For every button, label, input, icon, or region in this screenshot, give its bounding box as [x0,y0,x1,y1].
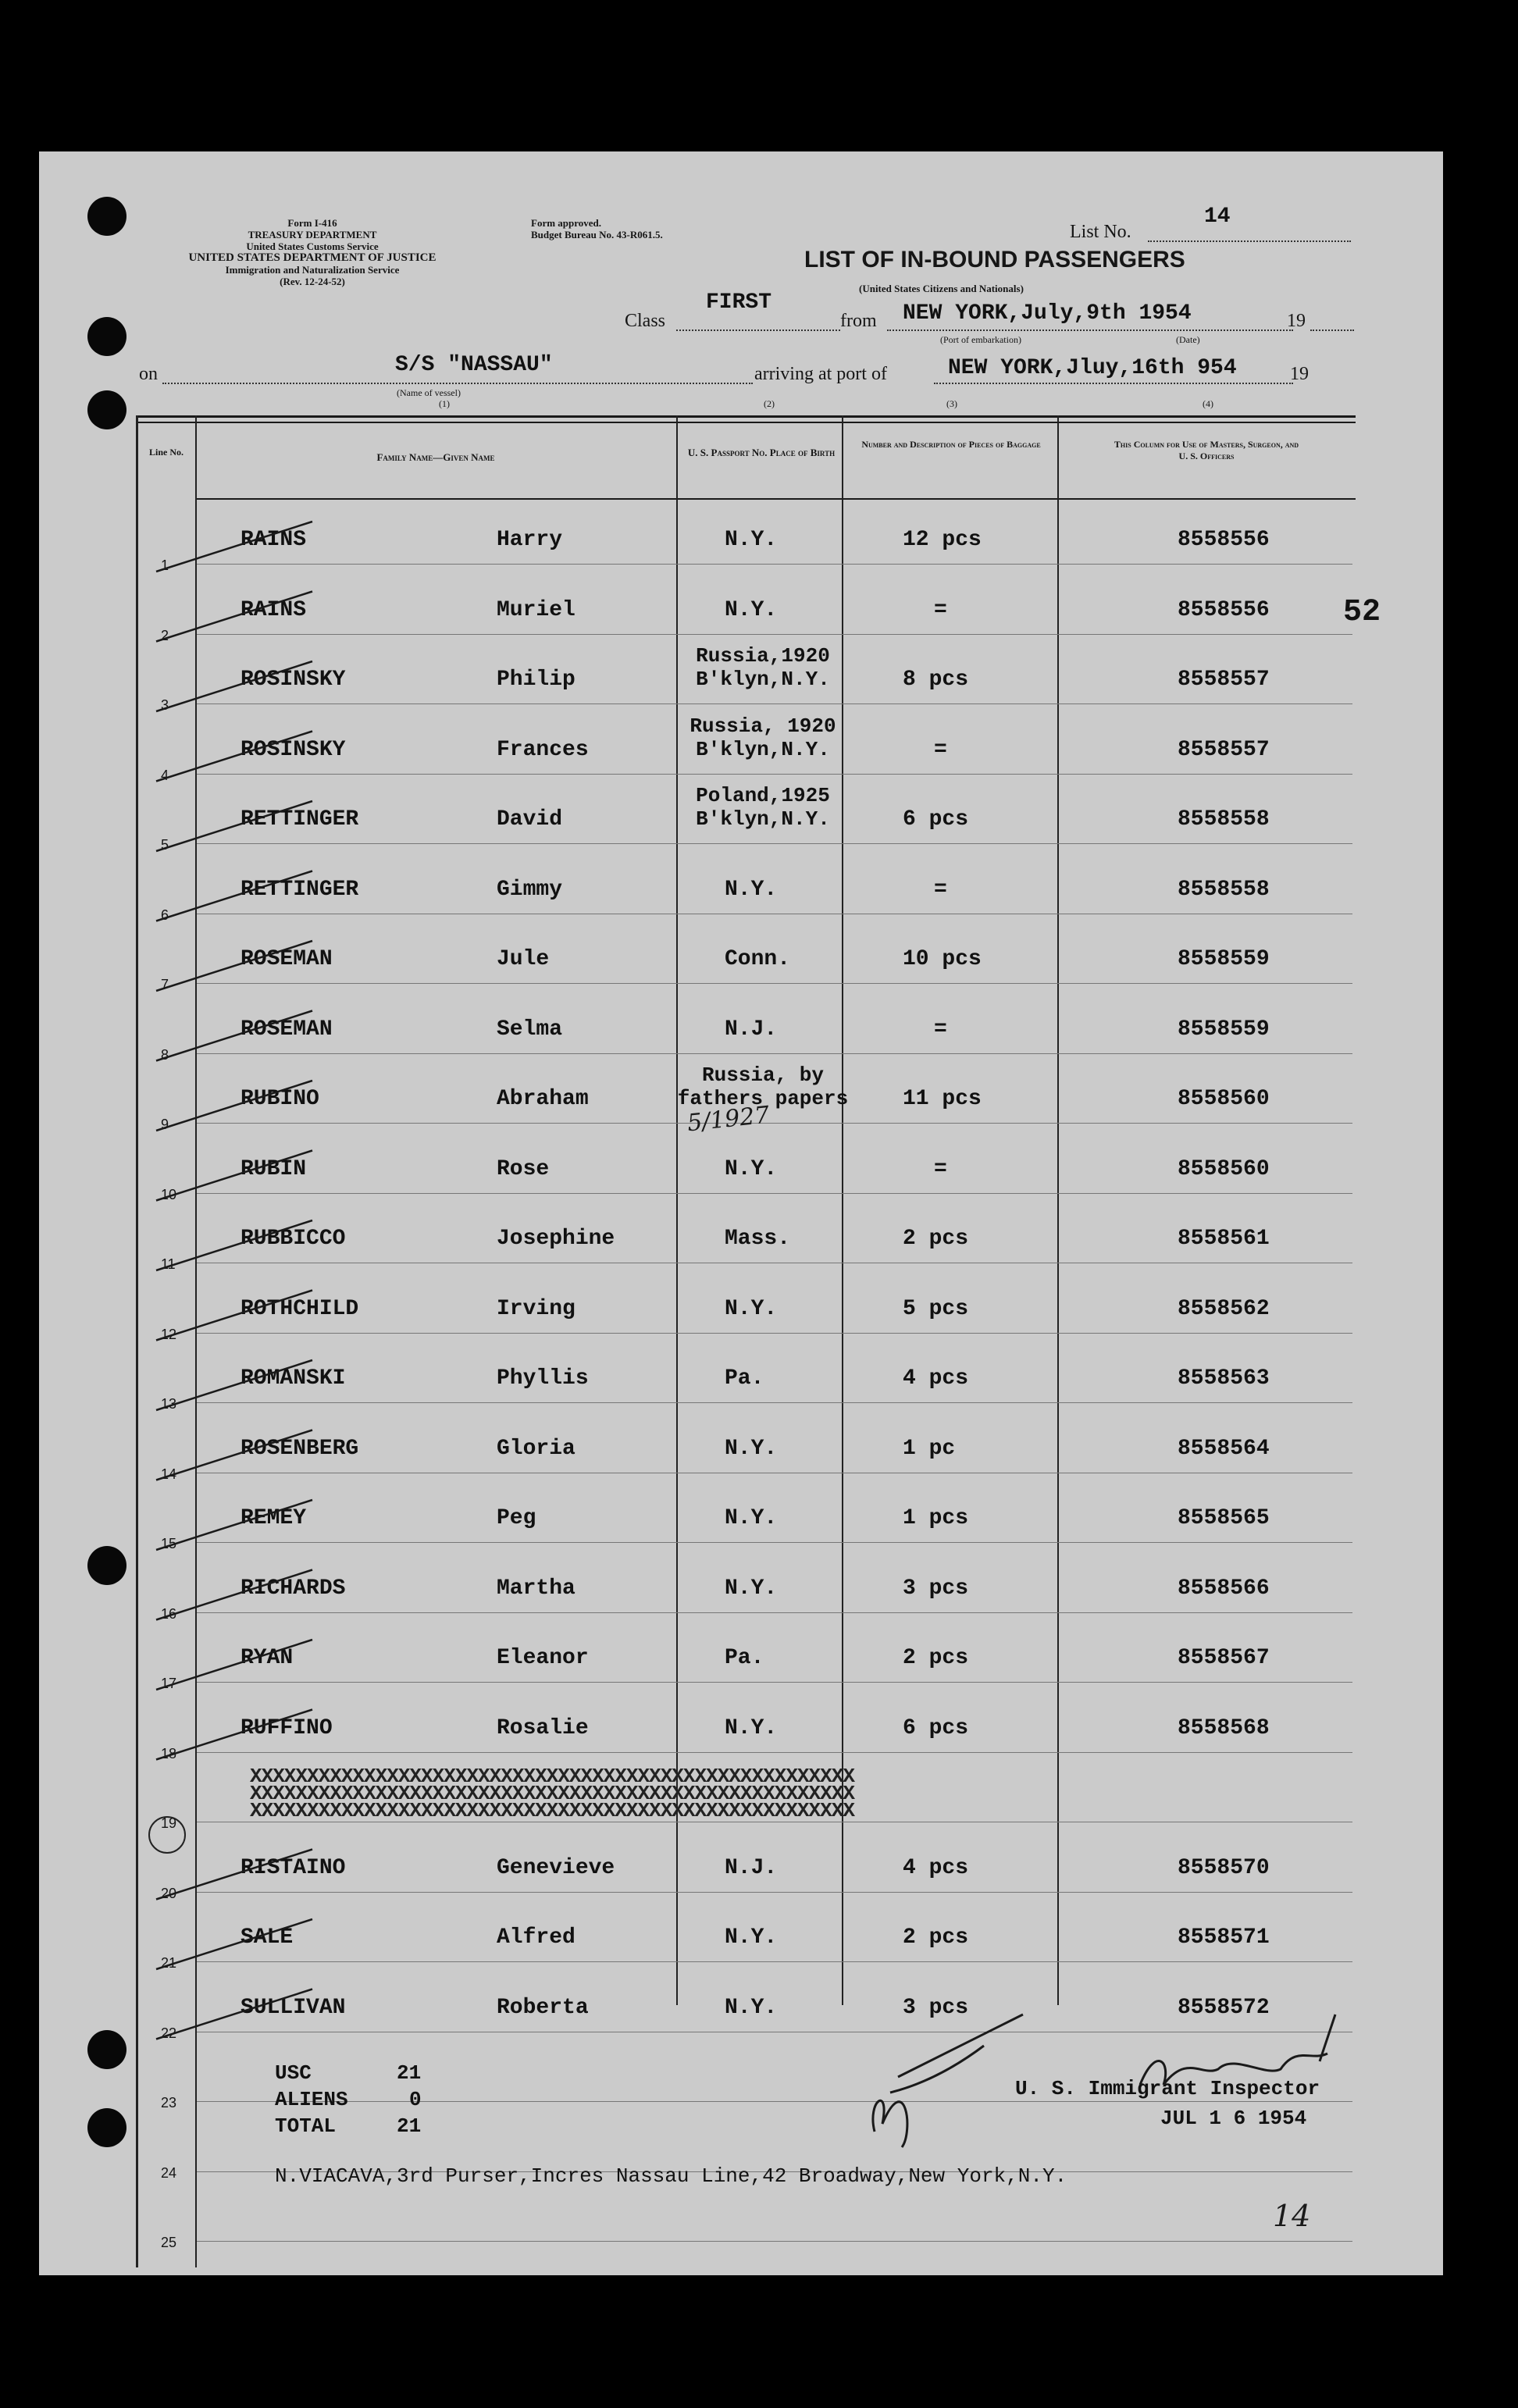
line-number: 8 [161,1046,169,1063]
baggage: 12 pcs [903,528,982,552]
check-slash [156,661,312,711]
on-label: on [139,364,158,384]
header-officers: This Column for Use of Masters, Surgeon, and U. S. Officers [1114,439,1299,461]
baggage: 2 pcs [903,1646,969,1670]
col-num-3: (3) [946,398,957,409]
baggage: 10 pcs [903,947,982,971]
arriving-year: 19 [1290,364,1309,384]
ins-label: Immigration and Naturalization Service [225,264,400,276]
officer-number: 8558558 [1178,807,1270,832]
officer-number: 8558561 [1178,1227,1270,1251]
line-number: 13 [161,1396,177,1412]
officer-number: 8558568 [1178,1715,1270,1740]
place-of-birth: N.J. [725,1017,778,1042]
baggage: = [934,597,947,622]
baggage: 6 pcs [903,807,969,832]
officer-number: 8558572 [1178,1995,1270,2020]
given-name: Irving [497,1296,575,1321]
given-name: Eleanor [497,1646,589,1670]
officer-number: 8558562 [1178,1296,1270,1321]
place-of-birth: N.Y. [725,877,778,902]
signatures [859,1999,1406,2155]
officer-number: 8558566 [1178,1576,1270,1601]
line-number: 9 [161,1117,169,1132]
check-slash [156,1220,312,1270]
place-of-birth: Pa. [725,1646,764,1670]
line-number: 24 [161,2164,177,2181]
line-number: 7 [161,977,169,992]
struck-entry-line: XXXXXXXXXXXXXXXXXXXXXXXXXXXXXXXXXXXXXXXXXXXXXXXXXXXXX [250,1765,854,1788]
line-number: 17 [161,1676,177,1691]
signature-right [1140,2014,1335,2085]
family-name: ROTHCHILD [241,1296,359,1321]
class-label: Class [625,311,666,331]
signature-left [873,2014,1023,2147]
given-name: Gimmy [497,877,563,902]
given-name: Gloria [497,1436,575,1461]
line-number: 11 [161,1256,176,1272]
place-of-birth: Conn. [725,947,791,971]
baggage: 6 pcs [903,1715,969,1740]
header-baggage: Number and Description of Pieces of Baggage [861,439,1041,450]
family-name: RETTINGER [241,877,359,902]
line-number: 6 [161,907,169,923]
treasury-label: TREASURY DEPARTMENT [248,229,377,240]
place-of-birth: N.Y. [725,1296,778,1321]
family-name: SULLIVAN [241,1995,346,2020]
usc-label: USC [275,2061,312,2085]
family-name: RUFFINO [241,1715,333,1740]
line-number: 12 [161,1326,177,1342]
baggage: 2 pcs [903,1925,969,1950]
given-name: Martha [497,1576,575,1601]
family-name: RUBBICCO [241,1227,346,1251]
check-slash [156,1151,312,1201]
col-num-1: (1) [439,398,450,409]
given-name: David [497,807,563,832]
check-slash [156,871,312,921]
given-name: Abraham [497,1087,589,1111]
from-value: NEW YORK,July,9th 1954 [903,301,1192,326]
officer-number: 8558558 [1178,877,1270,902]
page-subtitle: (United States Citizens and Nationals) [859,283,1024,294]
given-name: Josephine [497,1227,615,1251]
place-of-birth: N.Y. [725,1925,778,1950]
header-passport: U. S. Passport No. Place of Birth [687,447,836,458]
officer-number: 8558559 [1178,947,1270,971]
line-number: 2 [161,627,169,643]
given-name: Frances [497,737,589,762]
baggage: 8 pcs [903,668,969,692]
circled-line-marker [148,1816,186,1854]
customs-label: United States Customs Service [246,240,379,252]
line-number: 4 [161,767,169,783]
line-number: 18 [161,1745,177,1761]
place-of-birth: Russia,1920 B'klyn,N.Y. [696,644,830,691]
line-number: 5 [161,837,169,853]
form-number: Form I-416 [287,217,337,229]
arriving-label: arriving at port of [754,364,887,384]
check-slash [156,1430,312,1480]
place-of-birth: Poland,1925 B'klyn,N.Y. [696,784,830,831]
purser-line: N.VIACAVA,3rd Purser,Incres Nassau Line,42 Broadway,New York,N.Y. [275,2164,1067,2188]
vessel-name: S/S "NASSAU" [395,353,553,377]
check-slash [156,1640,312,1690]
check-slash [156,732,312,782]
line-number: 25 [161,2235,177,2250]
family-name: ROSINSKY [241,737,346,762]
officer-number: 8558559 [1178,1017,1270,1042]
family-name: RUBIN [241,1156,307,1181]
bottom-note: 14 [1273,2199,1311,2233]
family-name: RISTAINO [241,1855,346,1880]
place-of-birth: Pa. [725,1366,764,1391]
check-slash [156,1011,312,1061]
check-slash [156,1570,312,1620]
check-slash [156,1989,312,2039]
family-name: ROSINSKY [241,668,346,692]
place-of-birth: N.Y. [725,528,778,552]
check-slash [156,1081,312,1131]
officer-number: 8558556 [1178,597,1270,622]
check-slash [156,1710,312,1760]
check-slash [156,1360,312,1410]
line-number: 19 [161,1815,177,1831]
line-number: 3 [161,697,169,713]
line-number: 22 [161,2025,177,2041]
baggage: 4 pcs [903,1366,969,1391]
line-number: 21 [161,1955,177,1971]
baggage: = [934,1156,947,1181]
line-number: 1 [161,557,169,573]
handwritten-date: 5/1927 [686,1101,771,1138]
officer-number: 8558564 [1178,1436,1270,1461]
family-name: RAINS [241,597,307,622]
given-name: Muriel [497,597,575,622]
check-slash [156,1291,312,1341]
aliens-value: 0 [409,2088,422,2111]
total-value: 21 [397,2114,422,2138]
year-suffix: 19 [1287,311,1306,331]
usc-value: 21 [397,2061,422,2085]
family-name: ROSEMAN [241,947,333,971]
family-name: RICHARDS [241,1576,346,1601]
header-name: Family Name—Given Name [376,451,495,463]
family-name: RUBINO [241,1087,319,1111]
family-name: RETTINGER [241,807,359,832]
line-number: 14 [161,1466,177,1482]
place-of-birth: N.Y. [725,1995,778,2020]
revision-label: (Rev. 12-24-52) [280,276,345,287]
baggage: = [934,1017,947,1042]
page-title: LIST OF IN-BOUND PASSENGERS [804,247,1185,273]
check-slash [156,522,312,572]
baggage: = [934,877,947,902]
officer-number: 8558567 [1178,1646,1270,1670]
officer-number: 8558570 [1178,1855,1270,1880]
line-number: 16 [161,1605,177,1622]
struck-entry-line: XXXXXXXXXXXXXXXXXXXXXXXXXXXXXXXXXXXXXXXXXXXXXXXXXXXXX [250,1799,854,1822]
given-name: Philip [497,668,575,692]
given-name: Selma [497,1017,563,1042]
given-name: Peg [497,1506,536,1530]
check-slash [156,1500,312,1550]
place-of-birth: N.Y. [725,1576,778,1601]
line-number: 20 [161,1885,177,1901]
family-name: ROSENBERG [241,1436,359,1461]
given-name: Harry [497,528,563,552]
baggage: 5 pcs [903,1296,969,1321]
margin-note: 52 [1343,595,1381,630]
place-of-birth: Russia, by fathers papers [677,1063,849,1110]
header-line-no: Line No. [148,447,184,458]
baggage: 2 pcs [903,1227,969,1251]
baggage: 11 pcs [903,1087,982,1111]
officer-number: 8558557 [1178,737,1270,762]
family-name: ROSEMAN [241,1017,333,1042]
col-num-2: (2) [764,398,775,409]
given-name: Phyllis [497,1366,589,1391]
check-slash [156,592,312,642]
stamp-date: JUL 1 6 1954 [1160,2107,1307,2130]
family-name: SALE [241,1925,294,1950]
place-of-birth: N.Y. [725,597,778,622]
place-of-birth: N.Y. [725,1506,778,1530]
list-no-label: List No. [1070,222,1131,242]
baggage: 4 pcs [903,1855,969,1880]
officer-number: 8558560 [1178,1087,1270,1111]
line-number: 15 [161,1536,177,1551]
baggage: 1 pcs [903,1506,969,1530]
given-name: Rosalie [497,1715,589,1740]
arriving-value: NEW YORK,Jluy,16th 954 [948,356,1237,380]
place-of-birth: Russia, 1920 B'klyn,N.Y. [690,714,836,761]
check-slash [156,1850,312,1900]
given-name: Genevieve [497,1855,615,1880]
place-of-birth: Mass. [725,1227,791,1251]
place-of-birth: N.Y. [725,1156,778,1181]
class-value: FIRST [706,290,772,315]
struck-entry-line: XXXXXXXXXXXXXXXXXXXXXXXXXXXXXXXXXXXXXXXXXXXXXXXXXXXXX [250,1782,854,1805]
officer-number: 8558563 [1178,1366,1270,1391]
family-name: REMEY [241,1506,307,1530]
officer-number: 8558556 [1178,528,1270,552]
budget-bureau: Budget Bureau No. 43-R061.5. [531,229,663,240]
officer-number: 8558571 [1178,1925,1270,1950]
form-approved: Form approved. [531,217,602,229]
check-slash [156,941,312,991]
officer-number: 8558560 [1178,1156,1270,1181]
given-name: Roberta [497,1995,589,2020]
line-number: 23 [161,2095,177,2111]
officer-number: 8558565 [1178,1506,1270,1530]
check-slash [156,801,312,851]
port-caption: (Port of embarkation) [940,334,1021,345]
family-name: ROMANSKI [241,1366,346,1391]
given-name: Rose [497,1156,550,1181]
list-number: 14 [1204,205,1231,229]
col-num-4: (4) [1203,398,1213,409]
baggage: = [934,737,947,762]
place-of-birth: N.Y. [725,1715,778,1740]
vessel-caption: (Name of vessel) [397,387,461,398]
inspector-label: U. S. Immigrant Inspector [1015,2077,1320,2100]
aliens-label: ALIENS [275,2088,348,2111]
from-label: from [840,311,877,331]
check-slash [156,1919,312,1969]
baggage: 3 pcs [903,1995,969,2020]
date-caption: (Date) [1176,334,1200,345]
baggage: 3 pcs [903,1576,969,1601]
family-name: RYAN [241,1646,294,1670]
place-of-birth: N.Y. [725,1436,778,1461]
officer-number: 8558557 [1178,668,1270,692]
doj-label: UNITED STATES DEPARTMENT OF JUSTICE [188,251,437,264]
baggage: 1 pc [903,1436,956,1461]
place-of-birth: N.J. [725,1855,778,1880]
family-name: RAINS [241,528,307,552]
line-number: 10 [161,1186,177,1202]
total-label: TOTAL [275,2114,337,2138]
given-name: Jule [497,947,550,971]
given-name: Alfred [497,1925,575,1950]
